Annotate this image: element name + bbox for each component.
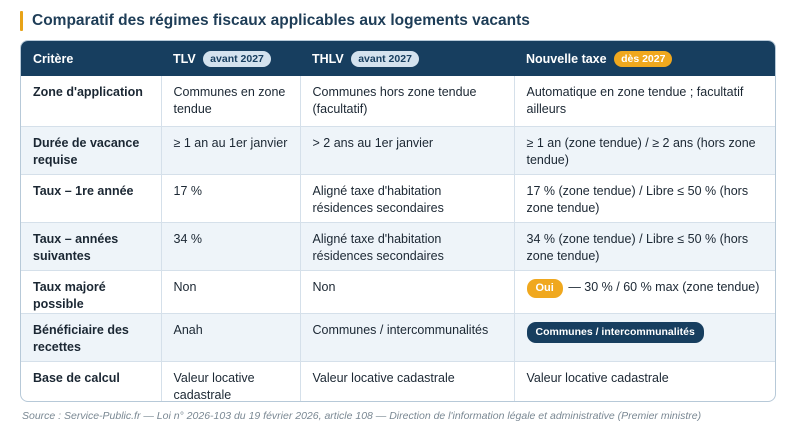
cell-critere: Taux – 1re année — [21, 174, 161, 222]
oui-badge: Oui — [527, 279, 563, 298]
title-block — [20, 10, 530, 32]
table-row — [21, 174, 776, 222]
comparison-table-card — [20, 40, 776, 402]
header-tlv — [161, 41, 300, 76]
cell-nouvelle-taxe: Valeur locative cadastrale — [514, 361, 776, 402]
cell-critere: Taux majoré possible — [21, 270, 161, 313]
cell-nouvelle-taxe — [514, 313, 776, 361]
cell-nouvelle-taxe: 17 % (zone tendue) / Libre ≤ 50 % (hors zone tendue) — [514, 174, 776, 222]
table-row — [21, 313, 776, 361]
cell-tlv: 34 % — [161, 222, 300, 270]
cell-nouvelle-taxe — [514, 270, 776, 313]
period-badge: dès 2027 — [614, 51, 672, 67]
cell-tlv: ≥ 1 an au 1er janvier — [161, 126, 300, 174]
table-row — [21, 222, 776, 270]
cell-thlv: Aligné taxe d'habitation résidences secondaires — [300, 174, 514, 222]
header-label: Critère — [33, 51, 74, 66]
source-note: Source : Service-Public.fr — Loi n° 2026-103 du 19 février 2026, article 108 — Direction de l'information légale et administrative (Premier ministre) — [22, 410, 702, 422]
cell-critere: Durée de vacance requise — [21, 126, 161, 174]
page-title: Comparatif des régimes fiscaux applicables aux logements vacants — [32, 12, 530, 29]
title-accent-bar — [20, 11, 23, 31]
header-label: THLV — [312, 51, 344, 66]
table-row — [21, 361, 776, 402]
table-row — [21, 126, 776, 174]
cell-thlv: Communes / intercommunalités — [300, 313, 514, 361]
cell-critere: Zone d'application — [21, 76, 161, 126]
cell-thlv: Non — [300, 270, 514, 313]
period-badge: avant 2027 — [351, 51, 419, 67]
cell-thlv: Communes hors zone tendue (facultatif) — [300, 76, 514, 126]
header-label: TLV — [173, 51, 196, 66]
cell-tlv: Communes en zone tendue — [161, 76, 300, 126]
cell-tlv: Non — [161, 270, 300, 313]
header-nouvelle-taxe — [514, 41, 776, 76]
cell-critere: Taux – années suivantes — [21, 222, 161, 270]
cell-critere: Base de calcul — [21, 361, 161, 402]
cell-thlv: > 2 ans au 1er janvier — [300, 126, 514, 174]
period-badge: avant 2027 — [203, 51, 271, 67]
cell-critere: Bénéficiaire des recettes — [21, 313, 161, 361]
cell-thlv: Valeur locative cadastrale — [300, 361, 514, 402]
table-row — [21, 76, 776, 126]
cell-tlv: 17 % — [161, 174, 300, 222]
cell-thlv: Aligné taxe d'habitation résidences secondaires — [300, 222, 514, 270]
cell-text: — 30 % / 60 % max (zone tendue) — [568, 279, 760, 294]
header-label: Nouvelle taxe — [526, 51, 607, 66]
header-critere — [21, 41, 161, 76]
cell-nouvelle-taxe: Automatique en zone tendue ; facultatif ailleurs — [526, 85, 744, 116]
table-header-row — [21, 41, 776, 76]
header-thlv — [300, 41, 514, 76]
cell-nouvelle-taxe: ≥ 1 an (zone tendue) / ≥ 2 ans (hors zone tendue) — [514, 126, 776, 174]
beneficiary-badge: Communes / intercommunalités — [527, 322, 704, 343]
cell-nouvelle-taxe: 34 % (zone tendue) / Libre ≤ 50 % (hors zone tendue) — [514, 222, 776, 270]
cell-tlv: Valeur locative cadastrale — [161, 361, 300, 402]
table-row — [21, 270, 776, 313]
comparison-table — [21, 41, 776, 402]
cell-tlv: Anah — [161, 313, 300, 361]
